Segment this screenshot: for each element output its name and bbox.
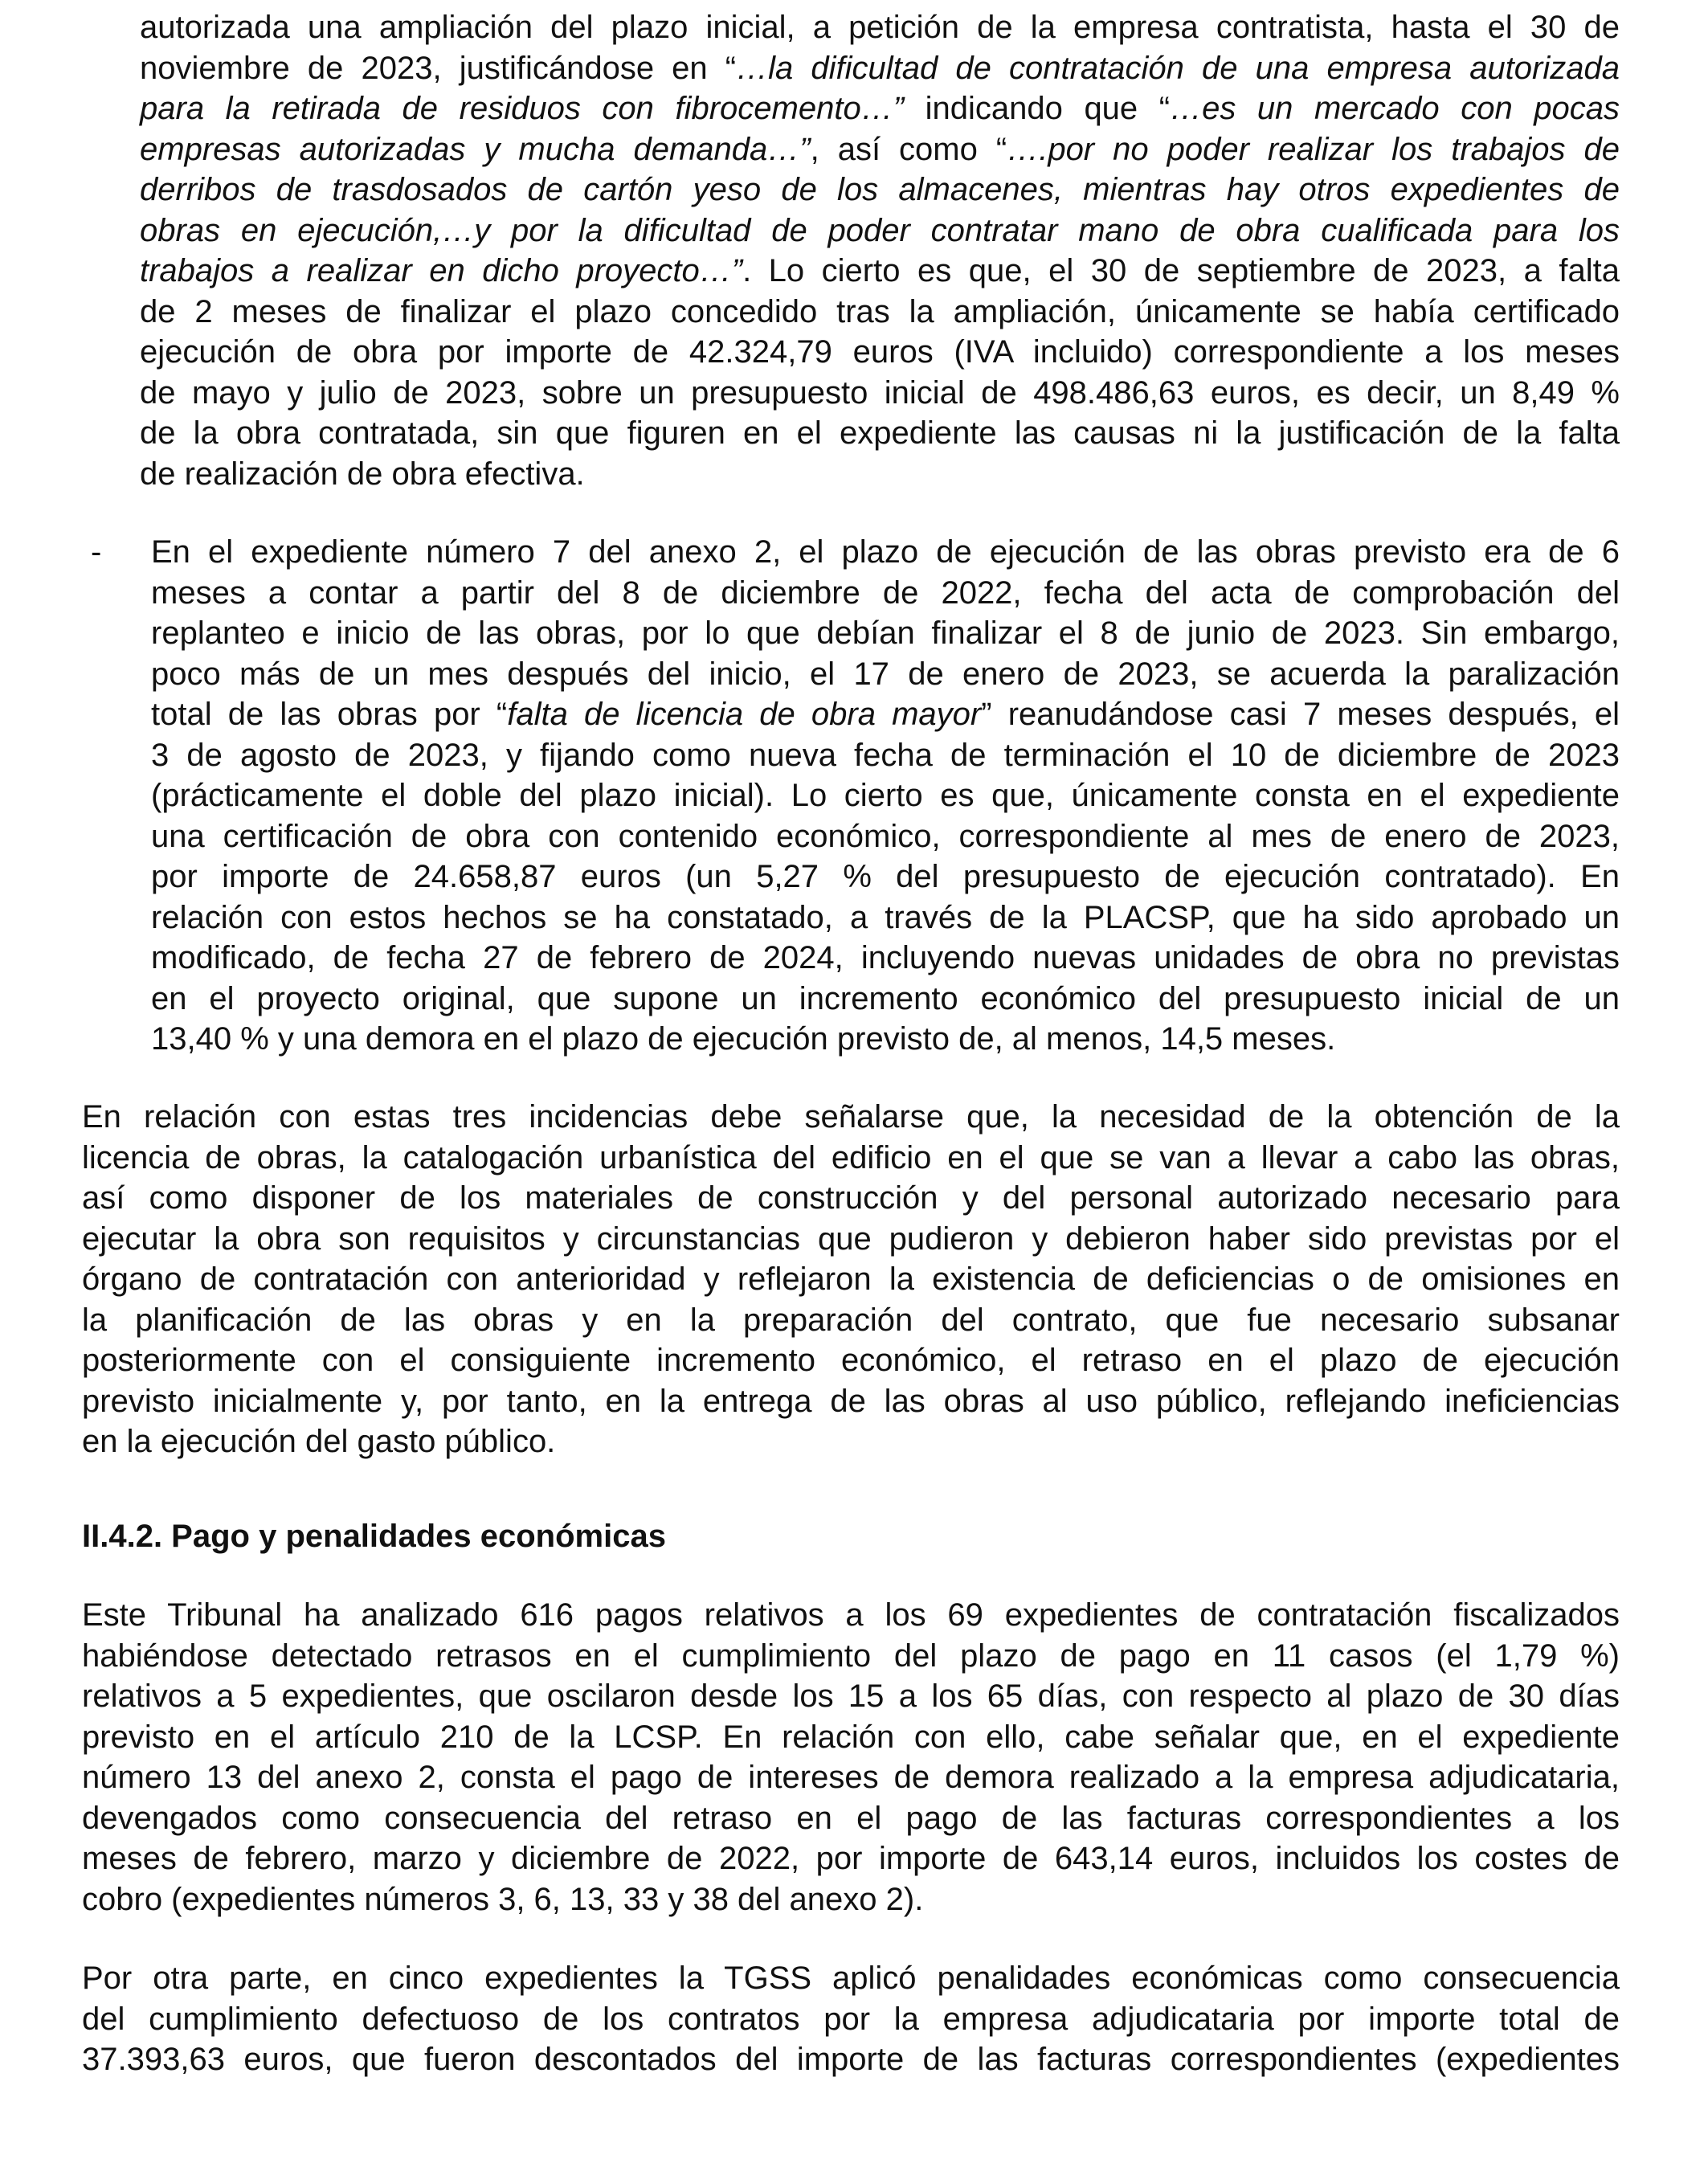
text-line <box>151 532 1620 573</box>
text-run: replanteo e inicio de las obras, por lo que debían finalizar el 8 de junio de 2023. Sin embargo, <box>151 615 1620 651</box>
text-line <box>151 857 1620 898</box>
text-run: Por otra parte, en cinco expedientes la TGSS aplicó penalidades económicas como consecuencia <box>82 1961 1620 1996</box>
italic-text-run: falta de licencia de obra mayor <box>507 697 982 732</box>
text-line <box>82 1097 1620 1138</box>
text-line <box>151 1019 1620 1060</box>
text-line <box>140 373 1620 414</box>
text-run: indicando que “ <box>904 91 1171 126</box>
text-run: total de las obras por “ <box>151 697 508 732</box>
italic-text-run: …la dificultad de contratación de una empresa autorizada <box>736 50 1620 86</box>
bullet-marker: - <box>91 534 102 570</box>
text-line <box>82 1676 1620 1717</box>
text-line <box>82 1178 1620 1219</box>
text-line <box>82 1636 1620 1677</box>
text-line <box>140 413 1620 454</box>
text-run: Este Tribunal ha analizado 616 pagos relativos a los 69 expedientes de contratación fiscalizados <box>82 1597 1620 1633</box>
text-line <box>140 170 1620 211</box>
text-line <box>140 211 1620 251</box>
italic-text-run: empresas autorizadas y mucha demanda…” <box>140 131 811 167</box>
text-run: meses de febrero, marzo y diciembre de 2022, por importe de 643,14 euros, incluidos los costes de <box>82 1841 1620 1876</box>
text-line <box>151 654 1620 695</box>
paragraph-pagos <box>82 1595 1620 1920</box>
text-run: posteriormente con el consiguiente incremento económico, el retraso en el plazo de ejecución <box>82 1343 1620 1378</box>
text-line <box>140 454 1620 495</box>
text-line <box>82 1838 1620 1879</box>
text-run: licencia de obras, la catalogación urbanística del edificio en el que se van a llevar a cabo las obras, <box>82 1139 1620 1176</box>
text-line <box>82 1300 1620 1341</box>
text-line <box>82 1958 1620 1999</box>
text-run: así como disponer de los materiales de construcción y del personal autorizado necesario para <box>82 1180 1620 1216</box>
italic-text-run: ….por no poder realizar los trabajos de <box>1007 131 1620 167</box>
text-run: habiéndose detectado retrasos en el cumplimiento del plazo de pago en 11 casos (el 1,79 %) <box>82 1638 1620 1674</box>
text-line <box>140 292 1620 333</box>
text-run: 37.393,63 euros, que fueron descontados del importe de las facturas correspondientes (expedientes <box>82 2042 1620 2077</box>
text-run: ejecución de obra por importe de 42.324,79 euros (IVA incluido) correspondiente a los meses <box>140 334 1620 370</box>
italic-text-run: …es un mercado con pocas <box>1170 91 1620 126</box>
text-run: . Lo cierto es que, el 30 de septiembre de 2023, a falta <box>742 253 1620 288</box>
bullet-paragraph-expediente-7 <box>151 532 1620 1060</box>
paragraph-penalidades <box>82 1958 1620 2080</box>
text-run: modificado, de fecha 27 de febrero de 2024, incluyendo nuevas unidades de obra no previstas <box>151 940 1620 975</box>
text-line <box>82 1757 1620 1798</box>
italic-text-run: derribos de trasdosados de cartón yeso de los almacenes, mientras hay otros expedientes de <box>140 172 1620 207</box>
text-line <box>82 1219 1620 1260</box>
text-line <box>151 775 1620 816</box>
text-run: del cumplimiento defectuoso de los contratos por la empresa adjudicataria por importe total de <box>82 2001 1620 2037</box>
italic-text-run: trabajos a realizar en dicho proyecto…” <box>140 253 743 288</box>
text-run: ejecutar la obra son requisitos y circunstancias que pudieron y debieron haber sido previstas por el <box>82 1221 1620 1257</box>
text-line <box>151 816 1620 857</box>
italic-text-run: obras en ejecución,…y por la dificultad de poder contratar mano de obra cualificada para los <box>140 212 1620 248</box>
text-line <box>82 1717 1620 1758</box>
italic-text-run: para la retirada de residuos con fibrocemento…” <box>140 91 905 126</box>
text-line <box>151 979 1620 1020</box>
text-run: En relación con estas tres incidencias debe señalarse que, la necesidad de la obtención de la <box>82 1099 1620 1135</box>
text-run: , así como “ <box>810 131 1007 167</box>
text-line <box>151 613 1620 654</box>
text-line <box>82 1340 1620 1381</box>
text-line <box>82 1879 1620 1920</box>
text-run: 3 de agosto de 2023, y fijando como nueva fecha de terminación el 10 de diciembre de 2023 <box>151 737 1620 773</box>
text-run: autorizada una ampliación del plazo inicial, a petición de la empresa contratista, hasta el 30 de <box>140 10 1620 45</box>
text-run: número 13 del anexo 2, consta el pago de intereses de demora realizado a la empresa adjudicataria, <box>82 1760 1620 1795</box>
text-line <box>151 898 1620 938</box>
text-run: en el proyecto original, que supone un incremento económico del presupuesto inicial de un <box>151 980 1620 1016</box>
text-run: por importe de 24.658,87 euros (un 5,27 % del presupuesto de ejecución contratado). En <box>151 859 1620 894</box>
text-run: meses a contar a partir del 8 de diciembre de 2022, fecha del acta de comprobación del <box>151 574 1620 611</box>
text-line <box>82 1259 1620 1300</box>
text-line <box>82 1381 1620 1422</box>
text-run: de mayo y julio de 2023, sobre un presupuesto inicial de 498.486,63 euros, es decir, un 8,49 % <box>140 374 1620 411</box>
text-line <box>140 332 1620 373</box>
text-line <box>82 1798 1620 1839</box>
text-run: (prácticamente el doble del plazo inicial). Lo cierto es que, únicamente consta en el expediente <box>151 778 1620 813</box>
text-line <box>140 88 1620 129</box>
paragraph-incidencias <box>82 1097 1620 1462</box>
text-run: previsto en el artículo 210 de la LCSP. En relación con ello, cabe señalar que, en el expediente <box>82 1719 1620 1755</box>
text-run: una certificación de obra con contenido económico, correspondiente al mes de enero de 2023, <box>151 818 1620 854</box>
text-run: noviembre de 2023, justificándose en “ <box>140 50 737 86</box>
text-line <box>140 251 1620 292</box>
text-run: devengados como consecuencia del retraso en el pago de las facturas correspondientes a los <box>82 1800 1620 1836</box>
text-run: relación con estos hechos se ha constatado, a través de la PLACSP, que ha sido aprobado un <box>151 899 1620 935</box>
text-run: cobro (expedientes números 3, 6, 13, 33 y 38 del anexo 2). <box>82 1881 924 1917</box>
text-line <box>140 129 1620 170</box>
text-run: relativos a 5 expedientes, que oscilaron desde los 15 a los 65 días, con respecto al plazo de 30 días <box>82 1678 1620 1714</box>
text-line <box>82 1999 1620 2040</box>
text-run: poco más de un mes después del inicio, el 17 de enero de 2023, se acuerda la paralización <box>151 656 1620 692</box>
text-run: ” reanudándose casi 7 meses después, el <box>981 697 1620 732</box>
text-line <box>140 7 1620 48</box>
text-run: de realización de obra efectiva. <box>140 456 585 492</box>
text-line <box>82 1138 1620 1179</box>
text-line <box>151 735 1620 776</box>
text-line <box>151 938 1620 979</box>
text-run: de 2 meses de finalizar el plazo concedido tras la ampliación, únicamente se había certificado <box>140 293 1620 329</box>
text-run: 13,40 % y una demora en el plazo de ejecución previsto de, al menos, 14,5 meses. <box>151 1021 1336 1057</box>
text-line <box>82 2039 1620 2080</box>
text-line <box>82 1421 1620 1462</box>
text-line <box>140 48 1620 89</box>
text-run: la planificación de las obras y en la preparación del contrato, que fue necesario subsanar <box>82 1302 1620 1338</box>
text-line <box>151 573 1620 614</box>
text-run: En el expediente número 7 del anexo 2, el plazo de ejecución de las obras previsto era de 6 <box>151 534 1620 570</box>
text-run: órgano de contratación con anterioridad y reflejaron la existencia de deficiencias o de omisiones en <box>82 1261 1620 1297</box>
continued-paragraph <box>140 7 1620 494</box>
text-run: previsto inicialmente y, por tanto, en la entrega de las obras al uso público, reflejando ineficiencias <box>82 1383 1620 1419</box>
text-run: en la ejecución del gasto público. <box>82 1424 556 1459</box>
text-run: de la obra contratada, sin que figuren en el expediente las causas ni la justificación de la falta <box>140 415 1620 451</box>
section-heading: II.4.2. Pago y penalidades económicas <box>82 1519 666 1554</box>
text-line <box>82 1595 1620 1636</box>
text-line <box>151 694 1620 735</box>
